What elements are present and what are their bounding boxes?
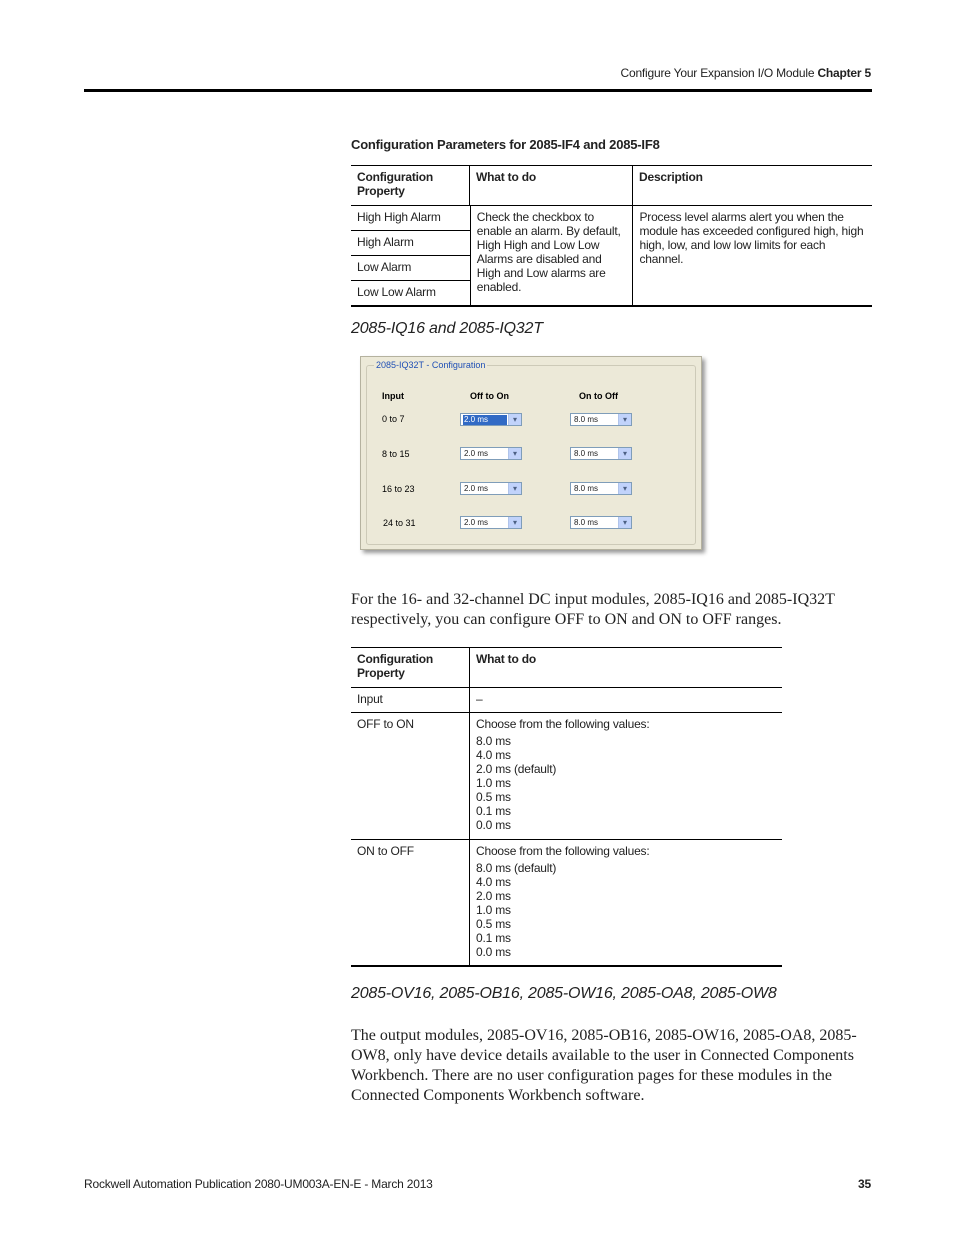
chevron-down-icon[interactable]: ▾ [508, 448, 521, 459]
list-item: 0.5 ms [476, 790, 511, 804]
footer-publication: Rockwell Automation Publication 2080-UM003A-EN-E - March 2013 [84, 1177, 433, 1191]
paragraph-iq-intro: For the 16- and 32-channel DC input modules, 2085-IQ16 and 2085-IQ32T respectively, you can configure OFF to ON and ON to OFF ranges. [351, 591, 835, 628]
table1-header-what: What to do [470, 166, 633, 205]
table1-property: High High Alarm [351, 206, 470, 231]
off-to-on-select[interactable] [460, 447, 522, 460]
chevron-down-icon[interactable]: ▾ [618, 448, 631, 459]
iq32t-configuration-panel [360, 356, 702, 550]
table1-property: High Alarm [351, 231, 470, 256]
on-to-off-select[interactable] [570, 516, 632, 529]
list-item: 0.0 ms [476, 818, 511, 832]
table2-what-cell [470, 713, 782, 839]
table1-property: Low Low Alarm [357, 285, 436, 299]
input-range-label: 0 to 7 [382, 414, 405, 424]
input-range-label: 24 to 31 [383, 518, 416, 528]
table2-what: Choose from the following values: [476, 717, 650, 731]
select-value: 2.0 ms [464, 449, 489, 458]
table-row [351, 840, 782, 965]
table1-body [351, 206, 872, 305]
select-value: 2.0 ms [464, 484, 489, 493]
chevron-down-icon[interactable]: ▾ [508, 414, 521, 425]
table2-property: ON to OFF [351, 840, 470, 965]
table1 [351, 165, 872, 307]
chevron-down-icon[interactable]: ▾ [508, 517, 521, 528]
table2-property: OFF to ON [351, 713, 470, 839]
table1-caption: Configuration Parameters for 2085-IF4 and 2085-IF8 [351, 137, 660, 152]
input-range-label: 8 to 15 [382, 449, 410, 459]
list-item: 2.0 ms [476, 889, 511, 903]
table2-what: – [476, 692, 483, 706]
table2-header-property: Configuration Property [351, 648, 470, 687]
list-item: 2.0 ms (default) [476, 762, 557, 776]
list-item: 8.0 ms [476, 734, 511, 748]
table-row [351, 713, 782, 840]
table2 [351, 647, 782, 967]
chevron-down-icon[interactable]: ▾ [618, 414, 631, 425]
col-header-on-to-off: On to Off [579, 391, 618, 401]
section-heading-outputs: 2085-OV16, 2085-OB16, 2085-OW16, 2085-OA8, 2085-OW8 [351, 985, 777, 1002]
chevron-down-icon[interactable]: ▾ [618, 517, 631, 528]
chevron-down-icon[interactable]: ▾ [508, 483, 521, 494]
input-range-label: 16 to 23 [382, 484, 415, 494]
value-list [476, 734, 776, 832]
table2-header-what: What to do [476, 652, 536, 666]
on-to-off-select[interactable] [570, 413, 632, 426]
select-value: 2.0 ms [464, 518, 489, 527]
panel-title: 2085-IQ32T - Configuration [376, 360, 486, 370]
list-item: 0.0 ms [476, 945, 511, 959]
list-item: 8.0 ms (default) [476, 861, 557, 875]
table1-header-description: Description [639, 170, 703, 184]
select-value: 8.0 ms [574, 449, 599, 458]
chevron-down-icon[interactable]: ▾ [618, 483, 631, 494]
on-to-off-select[interactable] [570, 482, 632, 495]
select-value: 8.0 ms [574, 518, 599, 527]
table-row [351, 688, 782, 713]
list-item: 1.0 ms [476, 903, 511, 917]
select-value: 8.0 ms [574, 484, 599, 493]
off-to-on-select[interactable] [460, 482, 522, 495]
list-item: 1.0 ms [476, 776, 511, 790]
table2-what: Choose from the following values: [476, 844, 650, 858]
header-chapter: Chapter 5 [817, 66, 871, 80]
page-number: 35 [858, 1177, 871, 1191]
section-heading-iq: 2085-IQ16 and 2085-IQ32T [351, 320, 543, 337]
paragraph-outputs: The output modules, 2085-OV16, 2085-OB16, 2085-OW16, 2085-OA8, 2085-OW8, only have device details available to the user in Connected Components Workbench. There are no user configuration pages for these modules in the Connected Components Workbench software. [351, 1027, 857, 1104]
table1-property: Low Alarm [351, 256, 470, 281]
table2-header-row [351, 648, 782, 688]
col-header-input: Input [382, 391, 404, 401]
header-rule [84, 89, 872, 92]
list-item: 0.1 ms [476, 931, 511, 945]
table1-header-row [351, 166, 872, 206]
list-item: 4.0 ms [476, 748, 511, 762]
select-value: 2.0 ms [463, 415, 507, 425]
table1-description: Process level alarms alert you when the module has exceeded configured high, high high, low, and low low limits for each channel. [639, 210, 864, 266]
table1-what-to-do: Check the checkbox to enable an alarm. By default, High High and Low Low Alarms are disabled and High and Low alarms are enabled. [471, 206, 634, 305]
off-to-on-select[interactable] [460, 413, 522, 426]
table1-properties [351, 206, 471, 305]
list-item: 0.1 ms [476, 804, 511, 818]
on-to-off-select[interactable] [570, 447, 632, 460]
table2-property: Input [351, 688, 470, 712]
list-item: 4.0 ms [476, 875, 511, 889]
off-to-on-select[interactable] [460, 516, 522, 529]
list-item: 0.5 ms [476, 917, 511, 931]
table2-what-cell [470, 840, 782, 965]
col-header-off-to-on: Off to On [470, 391, 509, 401]
value-list [476, 861, 776, 959]
running-header [0, 66, 871, 80]
table1-header-property: Configuration Property [351, 166, 470, 205]
select-value: 8.0 ms [574, 415, 599, 424]
header-title: Configure Your Expansion I/O Module [620, 66, 815, 80]
